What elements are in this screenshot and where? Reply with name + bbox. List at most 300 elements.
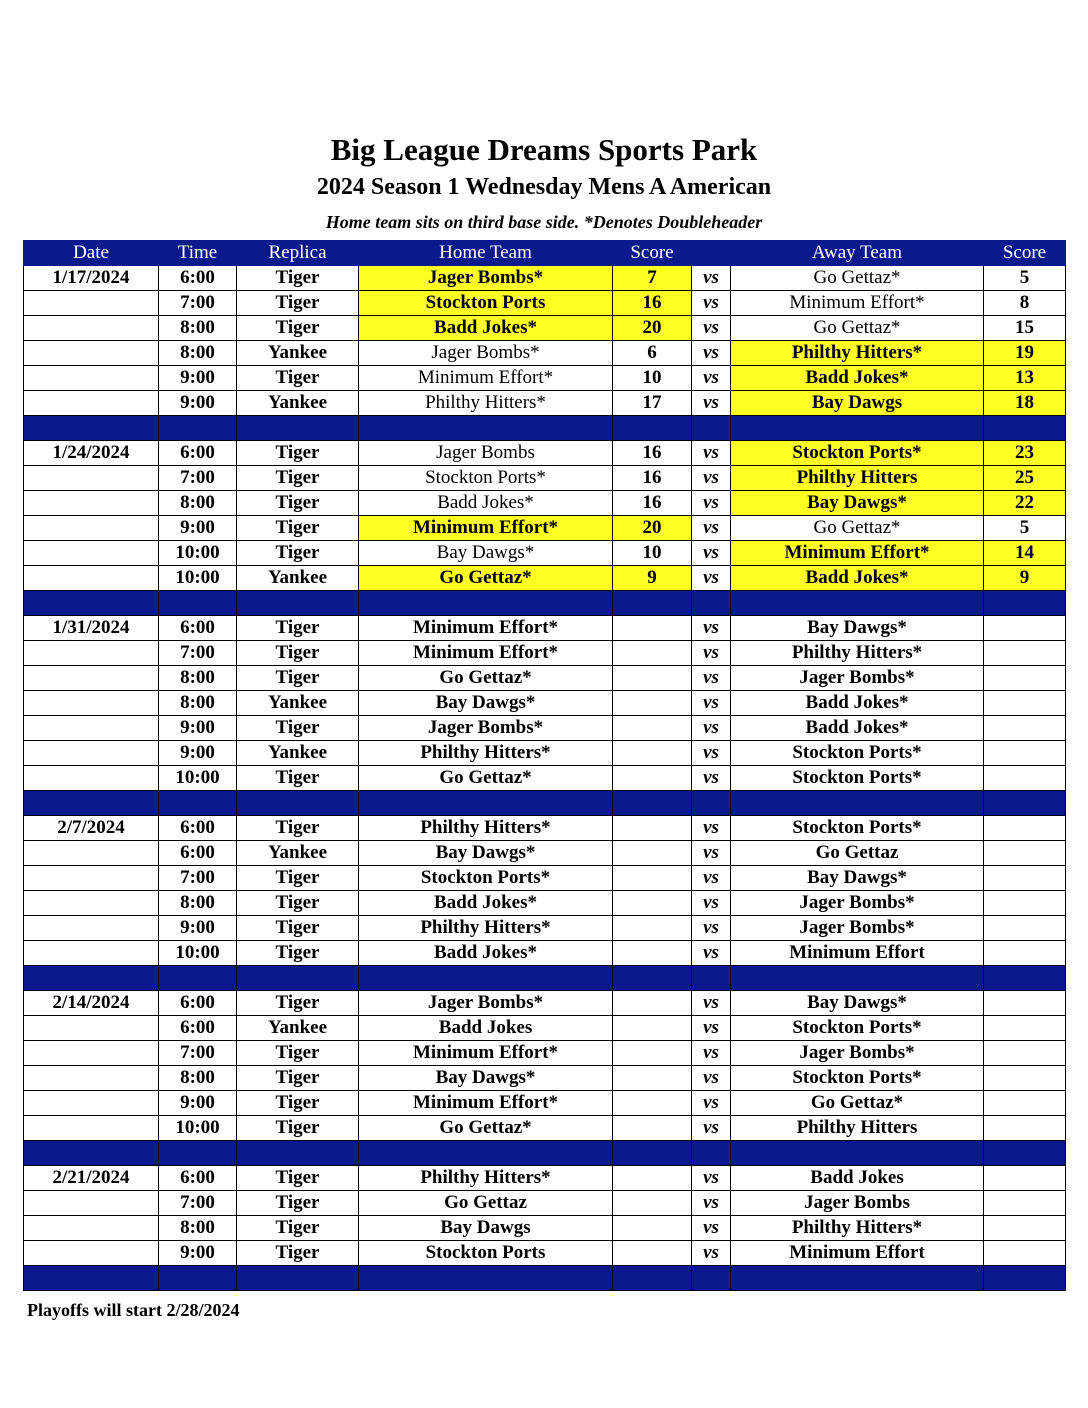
- game-replica: Tiger: [237, 716, 359, 741]
- separator-cell: [984, 966, 1066, 991]
- home-team: Bay Dawgs*: [359, 691, 613, 716]
- separator-cell: [984, 1141, 1066, 1166]
- away-score: [984, 891, 1066, 916]
- game-replica: Tiger: [237, 266, 359, 291]
- game-replica: Tiger: [237, 816, 359, 841]
- away-team: Philthy Hitters*: [731, 1216, 984, 1241]
- game-replica: Tiger: [237, 616, 359, 641]
- home-team: Minimum Effort*: [359, 641, 613, 666]
- home-team: Philthy Hitters*: [359, 391, 613, 416]
- away-score: 23: [984, 441, 1066, 466]
- away-team: Jager Bombs*: [731, 1041, 984, 1066]
- game-replica: Tiger: [237, 441, 359, 466]
- game-replica: Tiger: [237, 666, 359, 691]
- separator-cell: [984, 416, 1066, 441]
- home-score: [613, 1191, 692, 1216]
- vs-label: vs: [692, 1216, 731, 1241]
- game-date: [24, 1191, 159, 1216]
- home-score: [613, 866, 692, 891]
- away-score: [984, 816, 1066, 841]
- vs-label: vs: [692, 541, 731, 566]
- separator-cell: [613, 966, 692, 991]
- home-score: [613, 991, 692, 1016]
- away-score: [984, 1116, 1066, 1141]
- home-team: Bay Dawgs*: [359, 1066, 613, 1091]
- home-score: [613, 1216, 692, 1241]
- home-score: 10: [613, 541, 692, 566]
- away-team: Philthy Hitters*: [731, 641, 984, 666]
- away-team: Go Gettaz*: [731, 516, 984, 541]
- home-team: Minimum Effort*: [359, 1091, 613, 1116]
- away-team: Minimum Effort: [731, 1241, 984, 1266]
- away-score: [984, 916, 1066, 941]
- table-row: [24, 266, 1066, 291]
- vs-label: vs: [692, 1041, 731, 1066]
- vs-label: vs: [692, 641, 731, 666]
- column-header-replica: Replica: [237, 241, 359, 266]
- game-date: [24, 716, 159, 741]
- separator-cell: [359, 1266, 613, 1291]
- away-score: [984, 691, 1066, 716]
- table-row: [24, 366, 1066, 391]
- column-header-date: Date: [24, 241, 159, 266]
- away-score: [984, 641, 1066, 666]
- home-score: [613, 1066, 692, 1091]
- home-score: [613, 1016, 692, 1041]
- separator-cell: [359, 966, 613, 991]
- separator-cell: [159, 791, 237, 816]
- home-score: [613, 1241, 692, 1266]
- schedule-table: [23, 240, 1066, 1291]
- vs-label: vs: [692, 366, 731, 391]
- game-time: 6:00: [159, 266, 237, 291]
- separator-cell: [159, 966, 237, 991]
- vs-label: vs: [692, 266, 731, 291]
- game-replica: Tiger: [237, 541, 359, 566]
- vs-label: vs: [692, 841, 731, 866]
- game-time: 9:00: [159, 741, 237, 766]
- away-score: [984, 1091, 1066, 1116]
- vs-label: vs: [692, 516, 731, 541]
- vs-label: vs: [692, 916, 731, 941]
- separator-cell: [613, 1266, 692, 1291]
- game-time: 7:00: [159, 866, 237, 891]
- game-time: 7:00: [159, 1041, 237, 1066]
- away-score: 13: [984, 366, 1066, 391]
- home-team: Philthy Hitters*: [359, 816, 613, 841]
- game-date: 1/17/2024: [24, 266, 159, 291]
- game-time: 9:00: [159, 916, 237, 941]
- away-score: 14: [984, 541, 1066, 566]
- home-team: Go Gettaz*: [359, 1116, 613, 1141]
- game-date: [24, 1016, 159, 1041]
- game-replica: Tiger: [237, 466, 359, 491]
- away-team: Philthy Hitters*: [731, 341, 984, 366]
- game-time: 10:00: [159, 941, 237, 966]
- separator-cell: [731, 591, 984, 616]
- away-score: [984, 716, 1066, 741]
- separator-cell: [613, 791, 692, 816]
- game-time: 7:00: [159, 466, 237, 491]
- page-subtitle: 2024 Season 1 Wednesday Mens A American: [316, 174, 772, 200]
- home-team: Badd Jokes*: [359, 491, 613, 516]
- column-header-time: Time: [159, 241, 237, 266]
- home-team: Minimum Effort*: [359, 616, 613, 641]
- separator-cell: [159, 416, 237, 441]
- game-time: 8:00: [159, 1216, 237, 1241]
- table-row: [24, 616, 1066, 641]
- table-row: [24, 1091, 1066, 1116]
- home-team: Minimum Effort*: [359, 516, 613, 541]
- table-row: [24, 941, 1066, 966]
- game-time: 8:00: [159, 666, 237, 691]
- away-score: [984, 1216, 1066, 1241]
- vs-label: vs: [692, 1191, 731, 1216]
- game-replica: Tiger: [237, 1066, 359, 1091]
- away-team: Minimum Effort*: [731, 291, 984, 316]
- game-date: [24, 666, 159, 691]
- away-score: [984, 616, 1066, 641]
- week-separator: [24, 591, 1066, 616]
- separator-cell: [613, 416, 692, 441]
- away-score: [984, 841, 1066, 866]
- away-team: Philthy Hitters: [731, 466, 984, 491]
- home-score: 7: [613, 266, 692, 291]
- vs-label: vs: [692, 1091, 731, 1116]
- game-replica: Tiger: [237, 916, 359, 941]
- table-row: [24, 891, 1066, 916]
- game-time: 7:00: [159, 291, 237, 316]
- game-date: [24, 691, 159, 716]
- away-team: Jager Bombs*: [731, 666, 984, 691]
- game-date: [24, 641, 159, 666]
- away-score: [984, 666, 1066, 691]
- game-time: 6:00: [159, 816, 237, 841]
- away-team: Go Gettaz*: [731, 1091, 984, 1116]
- away-team: Badd Jokes*: [731, 691, 984, 716]
- away-score: 22: [984, 491, 1066, 516]
- away-score: [984, 766, 1066, 791]
- table-row: [24, 816, 1066, 841]
- vs-label: vs: [692, 866, 731, 891]
- home-score: [613, 1041, 692, 1066]
- separator-cell: [237, 791, 359, 816]
- separator-cell: [237, 966, 359, 991]
- home-score: 17: [613, 391, 692, 416]
- separator-cell: [613, 591, 692, 616]
- game-replica: Tiger: [237, 991, 359, 1016]
- separator-cell: [731, 791, 984, 816]
- game-time: 9:00: [159, 1241, 237, 1266]
- home-team: Jager Bombs*: [359, 716, 613, 741]
- vs-label: vs: [692, 691, 731, 716]
- away-score: 8: [984, 291, 1066, 316]
- separator-cell: [237, 1266, 359, 1291]
- away-score: [984, 866, 1066, 891]
- vs-label: vs: [692, 1241, 731, 1266]
- table-row: [24, 1216, 1066, 1241]
- game-date: [24, 541, 159, 566]
- home-team: Philthy Hitters*: [359, 741, 613, 766]
- playoffs-note: Playoffs will start 2/28/2024: [27, 1300, 240, 1320]
- home-team: Go Gettaz: [359, 1191, 613, 1216]
- home-score: [613, 816, 692, 841]
- away-team: Stockton Ports*: [731, 441, 984, 466]
- table-row: [24, 841, 1066, 866]
- vs-label: vs: [692, 891, 731, 916]
- table-header-row: [24, 241, 1066, 266]
- table-row: [24, 666, 1066, 691]
- game-replica: Tiger: [237, 316, 359, 341]
- separator-cell: [692, 591, 731, 616]
- away-score: [984, 941, 1066, 966]
- away-team: Stockton Ports*: [731, 816, 984, 841]
- vs-label: vs: [692, 316, 731, 341]
- game-replica: Tiger: [237, 941, 359, 966]
- game-replica: Tiger: [237, 1166, 359, 1191]
- away-score: [984, 1241, 1066, 1266]
- away-team: Bay Dawgs: [731, 391, 984, 416]
- game-date: [24, 291, 159, 316]
- away-score: 25: [984, 466, 1066, 491]
- separator-cell: [237, 591, 359, 616]
- separator-cell: [731, 966, 984, 991]
- game-replica: Tiger: [237, 1116, 359, 1141]
- home-score: 6: [613, 341, 692, 366]
- vs-label: vs: [692, 441, 731, 466]
- game-replica: Tiger: [237, 491, 359, 516]
- separator-cell: [359, 791, 613, 816]
- week-separator: [24, 1266, 1066, 1291]
- home-score: 20: [613, 316, 692, 341]
- table-row: [24, 466, 1066, 491]
- vs-label: vs: [692, 491, 731, 516]
- game-replica: Tiger: [237, 641, 359, 666]
- away-team: Badd Jokes*: [731, 566, 984, 591]
- game-time: 10:00: [159, 541, 237, 566]
- table-row: [24, 1016, 1066, 1041]
- schedule-note: Home team sits on third base side. *Denotes Doubleheader: [325, 212, 763, 232]
- vs-label: vs: [692, 1016, 731, 1041]
- separator-cell: [731, 416, 984, 441]
- game-replica: Tiger: [237, 1191, 359, 1216]
- away-score: 15: [984, 316, 1066, 341]
- home-team: Stockton Ports*: [359, 466, 613, 491]
- table-row: [24, 391, 1066, 416]
- table-row: [24, 916, 1066, 941]
- game-date: [24, 941, 159, 966]
- game-date: [24, 566, 159, 591]
- table-row: [24, 716, 1066, 741]
- away-team: Bay Dawgs*: [731, 491, 984, 516]
- away-score: [984, 1191, 1066, 1216]
- home-team: Stockton Ports: [359, 291, 613, 316]
- game-date: 2/7/2024: [24, 816, 159, 841]
- home-score: [613, 616, 692, 641]
- vs-label: vs: [692, 666, 731, 691]
- column-header-home-score: Score: [613, 241, 692, 266]
- game-replica: Tiger: [237, 766, 359, 791]
- home-team: Stockton Ports*: [359, 866, 613, 891]
- game-time: 7:00: [159, 641, 237, 666]
- away-team: Stockton Ports*: [731, 766, 984, 791]
- game-time: 9:00: [159, 391, 237, 416]
- separator-cell: [24, 591, 159, 616]
- game-time: 6:00: [159, 1166, 237, 1191]
- game-time: 8:00: [159, 316, 237, 341]
- separator-cell: [159, 1266, 237, 1291]
- vs-label: vs: [692, 466, 731, 491]
- separator-cell: [692, 1141, 731, 1166]
- separator-cell: [731, 1266, 984, 1291]
- game-date: 1/24/2024: [24, 441, 159, 466]
- game-date: [24, 1041, 159, 1066]
- table-row: [24, 741, 1066, 766]
- vs-label: vs: [692, 391, 731, 416]
- home-team: Bay Dawgs*: [359, 541, 613, 566]
- separator-cell: [984, 1266, 1066, 1291]
- vs-label: vs: [692, 716, 731, 741]
- game-time: 9:00: [159, 716, 237, 741]
- game-time: 9:00: [159, 1091, 237, 1116]
- game-time: 6:00: [159, 991, 237, 1016]
- away-team: Jager Bombs*: [731, 891, 984, 916]
- game-time: 8:00: [159, 491, 237, 516]
- home-score: [613, 716, 692, 741]
- home-team: Stockton Ports: [359, 1241, 613, 1266]
- separator-cell: [692, 966, 731, 991]
- separator-cell: [24, 416, 159, 441]
- game-time: 8:00: [159, 891, 237, 916]
- away-score: [984, 991, 1066, 1016]
- game-replica: Tiger: [237, 291, 359, 316]
- home-score: [613, 641, 692, 666]
- game-date: [24, 391, 159, 416]
- away-team: Go Gettaz*: [731, 266, 984, 291]
- away-team: Badd Jokes*: [731, 366, 984, 391]
- table-row: [24, 341, 1066, 366]
- game-replica: Yankee: [237, 691, 359, 716]
- away-score: 9: [984, 566, 1066, 591]
- game-replica: Tiger: [237, 1041, 359, 1066]
- home-team: Minimum Effort*: [359, 1041, 613, 1066]
- game-date: [24, 1066, 159, 1091]
- week-separator: [24, 966, 1066, 991]
- separator-cell: [359, 591, 613, 616]
- table-row: [24, 766, 1066, 791]
- away-team: Minimum Effort: [731, 941, 984, 966]
- home-team: Badd Jokes*: [359, 316, 613, 341]
- home-score: [613, 766, 692, 791]
- game-time: 6:00: [159, 616, 237, 641]
- separator-cell: [984, 791, 1066, 816]
- game-replica: Yankee: [237, 341, 359, 366]
- game-time: 9:00: [159, 516, 237, 541]
- table-row: [24, 291, 1066, 316]
- table-row: [24, 1241, 1066, 1266]
- home-score: [613, 891, 692, 916]
- home-score: [613, 841, 692, 866]
- game-time: 8:00: [159, 341, 237, 366]
- game-time: 9:00: [159, 366, 237, 391]
- column-header-away-team: Away Team: [731, 241, 984, 266]
- table-row: [24, 1166, 1066, 1191]
- game-time: 8:00: [159, 691, 237, 716]
- game-date: [24, 1116, 159, 1141]
- away-team: Stockton Ports*: [731, 1066, 984, 1091]
- separator-cell: [359, 1141, 613, 1166]
- game-date: [24, 341, 159, 366]
- home-score: 9: [613, 566, 692, 591]
- home-team: Badd Jokes*: [359, 891, 613, 916]
- week-separator: [24, 1141, 1066, 1166]
- game-replica: Yankee: [237, 566, 359, 591]
- table-row: [24, 866, 1066, 891]
- game-date: [24, 366, 159, 391]
- home-score: [613, 741, 692, 766]
- game-date: [24, 1216, 159, 1241]
- table-row: [24, 691, 1066, 716]
- table-row: [24, 516, 1066, 541]
- away-team: Stockton Ports*: [731, 741, 984, 766]
- column-header-vs: [692, 241, 731, 266]
- separator-cell: [237, 1141, 359, 1166]
- table-row: [24, 541, 1066, 566]
- home-team: Badd Jokes: [359, 1016, 613, 1041]
- home-team: Philthy Hitters*: [359, 916, 613, 941]
- game-date: [24, 741, 159, 766]
- away-team: Badd Jokes*: [731, 716, 984, 741]
- away-team: Go Gettaz: [731, 841, 984, 866]
- table-row: [24, 991, 1066, 1016]
- vs-label: vs: [692, 941, 731, 966]
- separator-cell: [613, 1141, 692, 1166]
- game-replica: Tiger: [237, 891, 359, 916]
- separator-cell: [24, 966, 159, 991]
- game-time: 6:00: [159, 441, 237, 466]
- separator-cell: [359, 416, 613, 441]
- game-replica: Tiger: [237, 1216, 359, 1241]
- game-time: 10:00: [159, 766, 237, 791]
- home-score: [613, 1116, 692, 1141]
- home-team: Badd Jokes*: [359, 941, 613, 966]
- vs-label: vs: [692, 1166, 731, 1191]
- home-team: Minimum Effort*: [359, 366, 613, 391]
- separator-cell: [159, 591, 237, 616]
- away-score: [984, 741, 1066, 766]
- vs-label: vs: [692, 616, 731, 641]
- vs-label: vs: [692, 816, 731, 841]
- column-header-home-team: Home Team: [359, 241, 613, 266]
- game-time: 7:00: [159, 1191, 237, 1216]
- game-date: [24, 766, 159, 791]
- separator-cell: [731, 1141, 984, 1166]
- table-row: [24, 491, 1066, 516]
- game-date: [24, 916, 159, 941]
- away-team: Jager Bombs: [731, 1191, 984, 1216]
- vs-label: vs: [692, 341, 731, 366]
- away-score: [984, 1041, 1066, 1066]
- home-score: 16: [613, 491, 692, 516]
- home-score: [613, 691, 692, 716]
- game-date: 1/31/2024: [24, 616, 159, 641]
- home-score: 10: [613, 366, 692, 391]
- home-score: [613, 666, 692, 691]
- away-team: Bay Dawgs*: [731, 991, 984, 1016]
- vs-label: vs: [692, 741, 731, 766]
- away-team: Jager Bombs*: [731, 916, 984, 941]
- game-date: [24, 1091, 159, 1116]
